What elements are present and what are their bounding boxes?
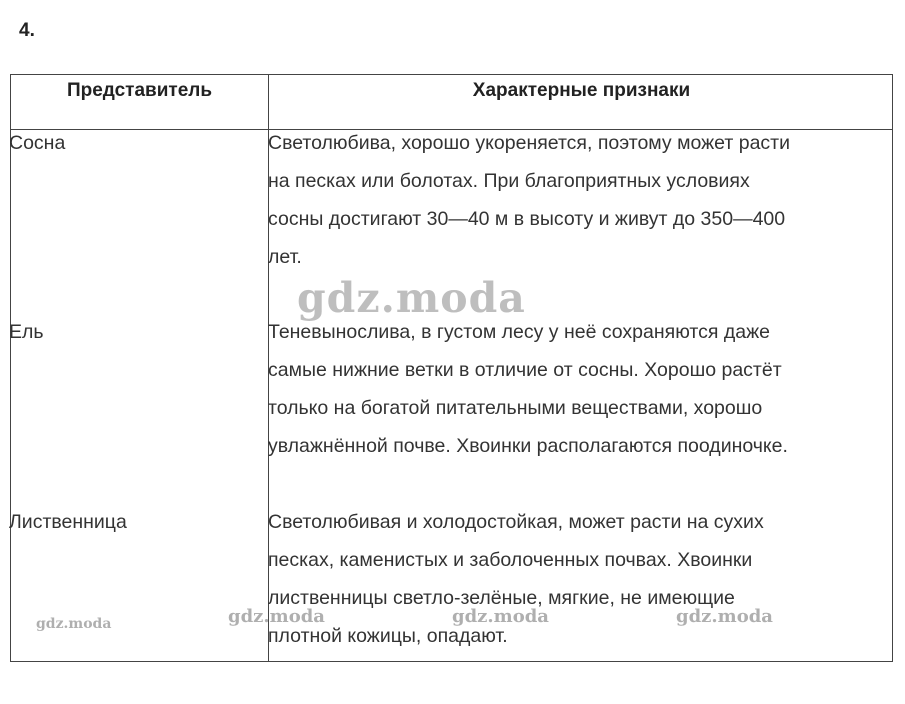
row-name-larch: Лиственница [9, 511, 127, 533]
row-description-larch: Светолюбивая и холодостойкая, может расти на сухих песках, каменистых и заболоченных почвах. Хвоинки лиственницы светло-зелёные, мягкие, не имеющие плотной кожицы, опадают. [268, 511, 764, 647]
watermark-small-4: gdz.moda [676, 606, 773, 627]
row-name-pine: Сосна [9, 132, 66, 154]
watermark-small-2: gdz.moda [228, 606, 325, 627]
header-representative: Представитель [66, 80, 213, 101]
watermark-small-3: gdz.moda [452, 606, 549, 627]
row-description-spruce: Теневынослива, в густом лесу у неё сохраняются даже самые нижние ветки в отличие от сосны. Хорошо растёт только на богатой питательными веществами, хорошо увлажнённой почве. Хвоинки располагаются поодиночке. [268, 321, 788, 457]
row-description-pine: Светолюбива, хорошо укореняется, поэтому может расти на песках или болотах. При благоприятных условиях сосны достигают 30—40 м в высоту и живут до 350—400 лет. [268, 132, 790, 268]
watermark-small-1: gdz.moda [36, 616, 112, 632]
row-name-spruce: Ель [9, 321, 44, 343]
header-characteristics: Характерные признаки [472, 80, 691, 101]
task-number: 4. [19, 20, 35, 41]
watermark-main: gdz.moda [297, 274, 526, 322]
